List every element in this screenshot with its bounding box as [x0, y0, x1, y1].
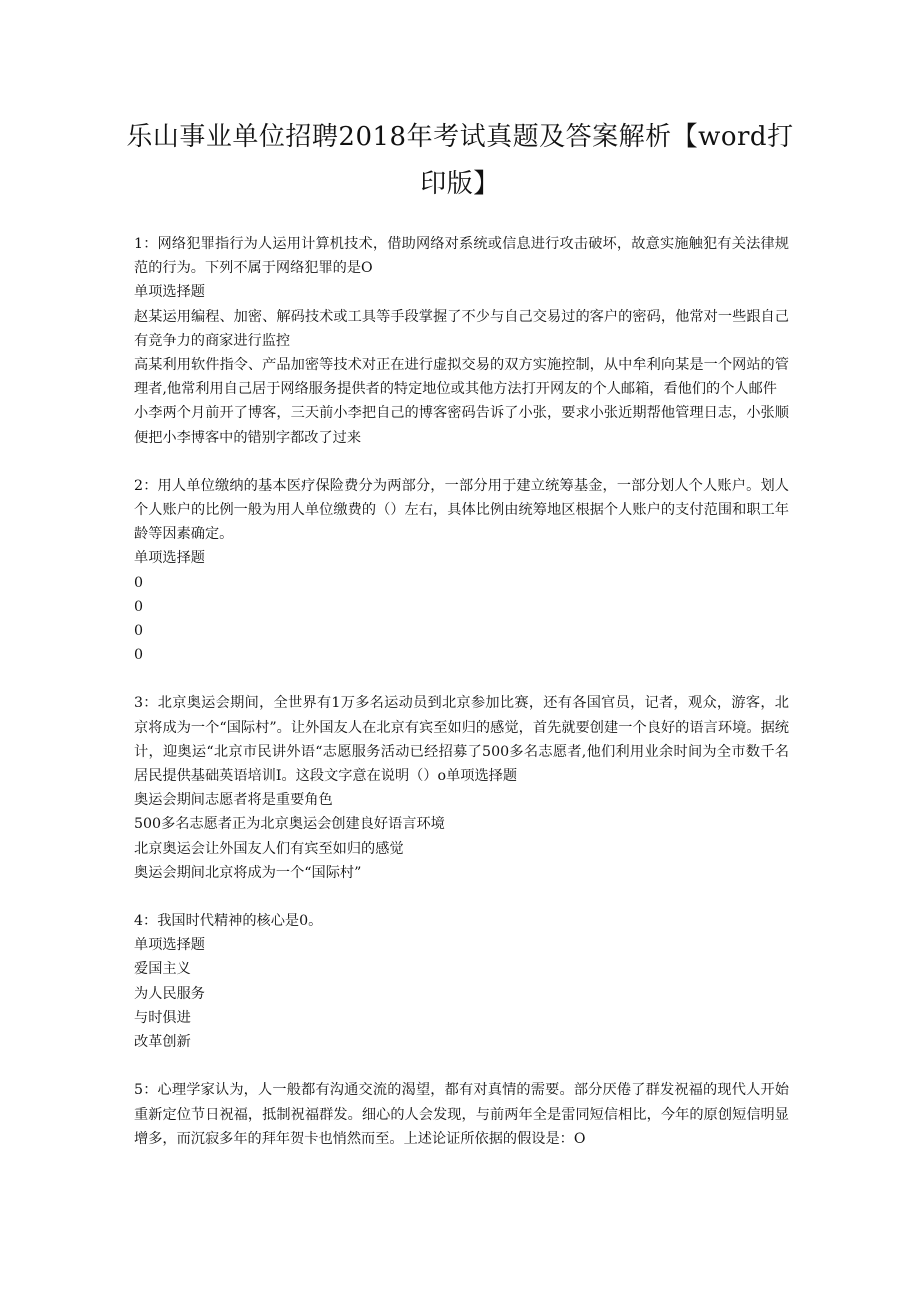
question-2: [134, 474, 789, 668]
question-type: 单项选择题: [134, 550, 205, 567]
question-stem: 5：心理学家认为，人一般都有沟通交流的渴望，都有对真情的需要。部分厌倦了群发祝福的现代人开始重新定位节日祝福，抵制祝福群发。细心的人会发现，与前两年全是雷同短信相比，今年的原创短信明显增多，而沉寂多年的拜年贺卡也悄然而至。上述论证所依据的假设是：O: [134, 1082, 789, 1147]
question-1: [134, 232, 789, 450]
option-item: 奥运会期间北京将成为一个“国际村”: [134, 864, 362, 881]
option-item: 奥运会期间志愿者将是重要角色: [134, 792, 333, 809]
option-item: 北京奥运会让外国友人们有宾至如归的感觉: [134, 840, 404, 857]
option-item: 为人民服务: [134, 985, 205, 1002]
question-5: [134, 1078, 789, 1151]
question-stem: 2：用人单位缴纳的基本医疗保险费分为两部分，一部分用于建立统筹基金，一部分划人个人账户。划人个人账户的比例一般为用人单位缴费的（）左右，具体比例由统筹地区根据个人账户的支付范围和职工年龄等因素确定。: [134, 477, 789, 543]
question-3: [134, 691, 789, 885]
question-type: 单项选择题: [134, 937, 205, 954]
question-stem: 4：我国时代精神的核心是0。: [134, 913, 323, 930]
option-item: 0: [134, 574, 144, 591]
question-list: [134, 232, 789, 1175]
option-item: 赵某运用编程、加密、解码技术或工具等手段掌握了不少与自己交易过的客户的密码，他常对一些跟自己有竞争力的商家进行监控: [134, 308, 789, 349]
option-item: 高某利用软件指令、产品加密等技术对正在进行虚拟交易的双方实施控制，从中牟利向某是一个网站的管理者,他常利用自己居于网络服务提供者的特定地位或其他方法打开网友的个人邮箱，看他们的个人邮件: [134, 357, 789, 398]
option-item: 500多名志愿者正为北京奥运会创建良好语言环境: [134, 816, 445, 833]
option-item: 爱国主义: [134, 961, 191, 978]
option-item: 0: [134, 647, 144, 664]
option-item: 0: [134, 623, 144, 640]
option-item: 0: [134, 598, 144, 615]
document-title: 乐山事业单位招聘2018年考试真题及答案解析【word打印版】: [126, 122, 794, 199]
option-item: 与时俱进: [134, 1009, 191, 1026]
option-item: 小李两个月前开了博客，三天前小李把自己的博客密码告诉了小张，要求小张近期帮他管理日志，小张顺便把小李博客中的错别字都改了过来: [134, 405, 789, 446]
option-item: 改革创新: [134, 1034, 191, 1051]
question-stem: 3：北京奥运会期间，全世界有1万多名运动员到北京参加比赛，还有各国官员，记者，观众，游客，北京将成为一个“国际村”。让外国友人在北京有宾至如归的感觉，首先就要创建一个良好的语言环境。据统计，迎奥运“北京市民讲外语“志愿服务活动已经招募了500多名志愿者,他们利用业余时间为全市数千名居民提供基础英语培训I。这段文字意在说明（）o单项选择题: [134, 695, 789, 785]
question-4: [134, 909, 789, 1054]
question-type: 单项选择题: [134, 284, 205, 301]
question-stem: 1：网络犯罪指行为人运用计算机技术，借助网络对系统或信息进行攻击破坏，故意实施触犯有关法律规范的行为。下列不属于网络犯罪的是O: [134, 236, 789, 277]
